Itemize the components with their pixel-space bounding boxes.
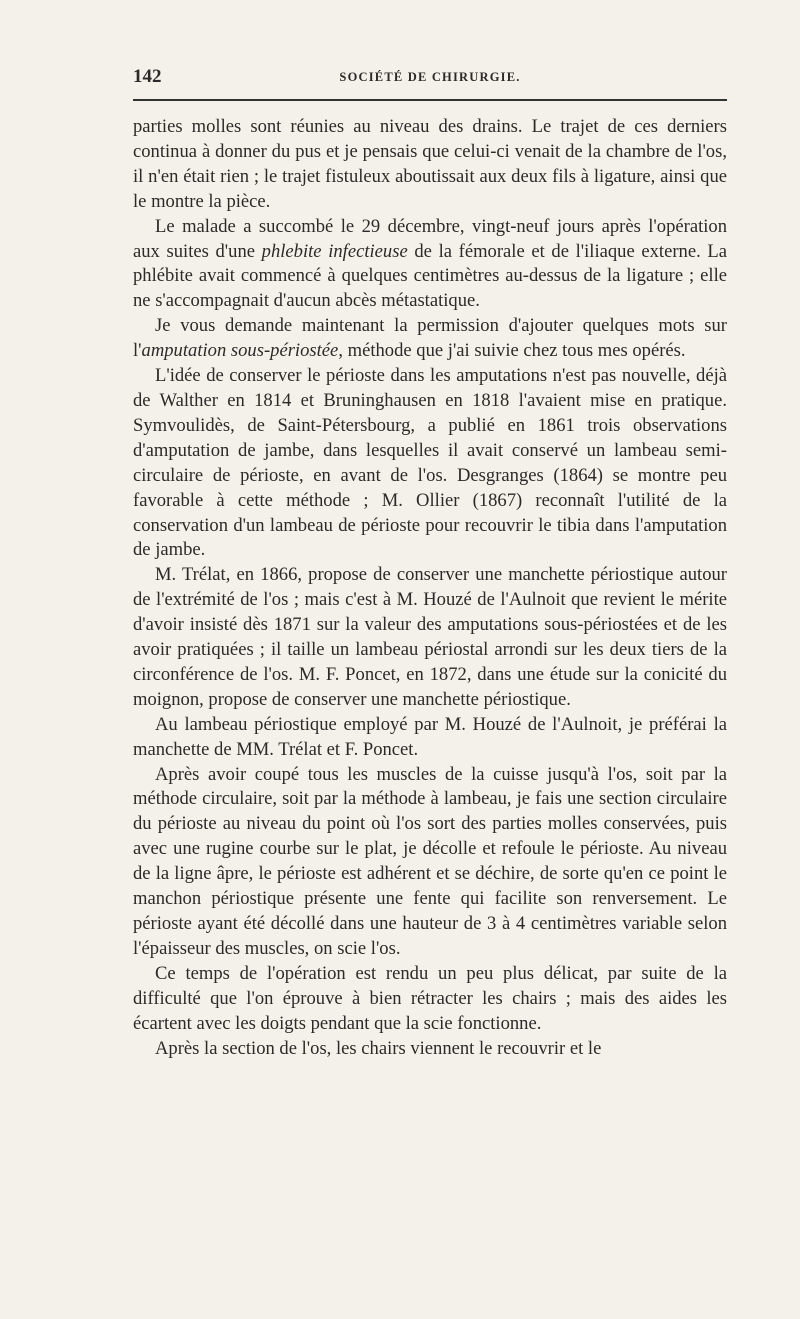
paragraph-5: M. Trélat, en 1866, propose de conserver une manchette périostique autour de l'extrémité de l'os ; mais c'est à M. Houzé de l'Aulnoit que revient le mérite d'avoir insisté dès 1871 sur la valeur des amputations sous-périostées et de les avoir pratiquées ; il taille un lambeau périostal arrondi sur les deux tiers de la circonférence de l'os. M. F. Poncet, en 1872, dans une étude sur la conicité du moignon, propose de conserver une manchette périostique. bbox=[133, 564, 727, 710]
paragraph-4: L'idée de conserver le périoste dans les amputations n'est pas nouvelle, déjà de Walther en 1814 et Bruninghausen en 1818 l'avaient mise en pratique. Symvoulidès, de Saint-Pétersbourg, a publié en 1861 trois observations d'amputation de jambe, dans lesquelles il avait conservé un lambeau semi-circulaire de périoste, en avant de l'os. Desgranges (1864) se montre peu favorable à cette méthode ; M. Ollier (1867) reconnaît l'utilité de la conservation d'un lambeau de périoste pour recouvrir le tibia dans l'amputation de jambe. bbox=[133, 365, 727, 561]
paragraph-8: Ce temps de l'opération est rendu un peu plus délicat, par suite de la difficulté que l'on éprouve à bien rétracter les chairs ; mais des aides les écartent avec les doigts pendant que la scie fonctionne. bbox=[133, 962, 727, 1034]
paragraph-2-before: Le malade a succombé le 29 décembre, vingt-neuf jours après l'opération aux suites d'une bbox=[133, 215, 727, 262]
paragraph-2-emphasis: phlebite infectieuse bbox=[261, 240, 408, 262]
running-title: SOCIÉTÉ DE CHIRURGIE. bbox=[339, 70, 521, 84]
page-header bbox=[133, 66, 727, 90]
header-rule bbox=[133, 99, 727, 101]
paragraph-3-after: , méthode que j'ai suivie chez tous mes opérés. bbox=[338, 340, 686, 362]
paragraph-9: Après la section de l'os, les chairs viennent le recouvrir et le bbox=[155, 1037, 602, 1059]
paragraph-7: Après avoir coupé tous les muscles de la cuisse jusqu'à l'os, soit par la méthode circulaire, soit par la méthode à lambeau, je fais une section circulaire du périoste au niveau du point où l'os sort des parties molles conservées, puis avec une rugine courbe sur le plat, je décolle et refoule le périoste. Au niveau de la ligne âpre, le périoste est adhérent et se déchire, de sorte qu'en ce point le manchon périostique présente une fente qui facilite son renversement. Le périoste ayant été décollé dans une hauteur de 3 à 4 centimètres variable selon l'épaisseur des muscles, on scie l'os. bbox=[133, 763, 727, 959]
paragraph-2-after: de la fémorale et de l'iliaque externe. La phlébite avait commencé à quelques centimètres au-dessus de la ligature ; elle ne s'accompagnait d'aucun abcès métastatique. bbox=[133, 240, 728, 312]
page-number: 142 bbox=[133, 66, 162, 87]
paragraph-3 bbox=[133, 314, 727, 364]
paragraph-6: Au lambeau périostique employé par M. Houzé de l'Aulnoit, je préférai la manchette de MM. Trélat et F. Poncet. bbox=[133, 713, 727, 760]
body-text bbox=[133, 115, 727, 1061]
paragraph-2 bbox=[133, 215, 727, 315]
paragraph-3-emphasis: amputation sous-périostée bbox=[141, 340, 339, 362]
paragraph-3-before: Je vous demande maintenant la permission d'ajouter quelques mots sur l' bbox=[133, 315, 727, 362]
paragraph-1: parties molles sont réunies au niveau des drains. Le trajet de ces derniers continua à donner du pus et je pensais que celui-ci venait de la chambre de l'os, il n'en était rien ; le trajet fistuleux aboutissait aux deux fils à ligature, ainsi que le montre la pièce. bbox=[133, 116, 727, 212]
